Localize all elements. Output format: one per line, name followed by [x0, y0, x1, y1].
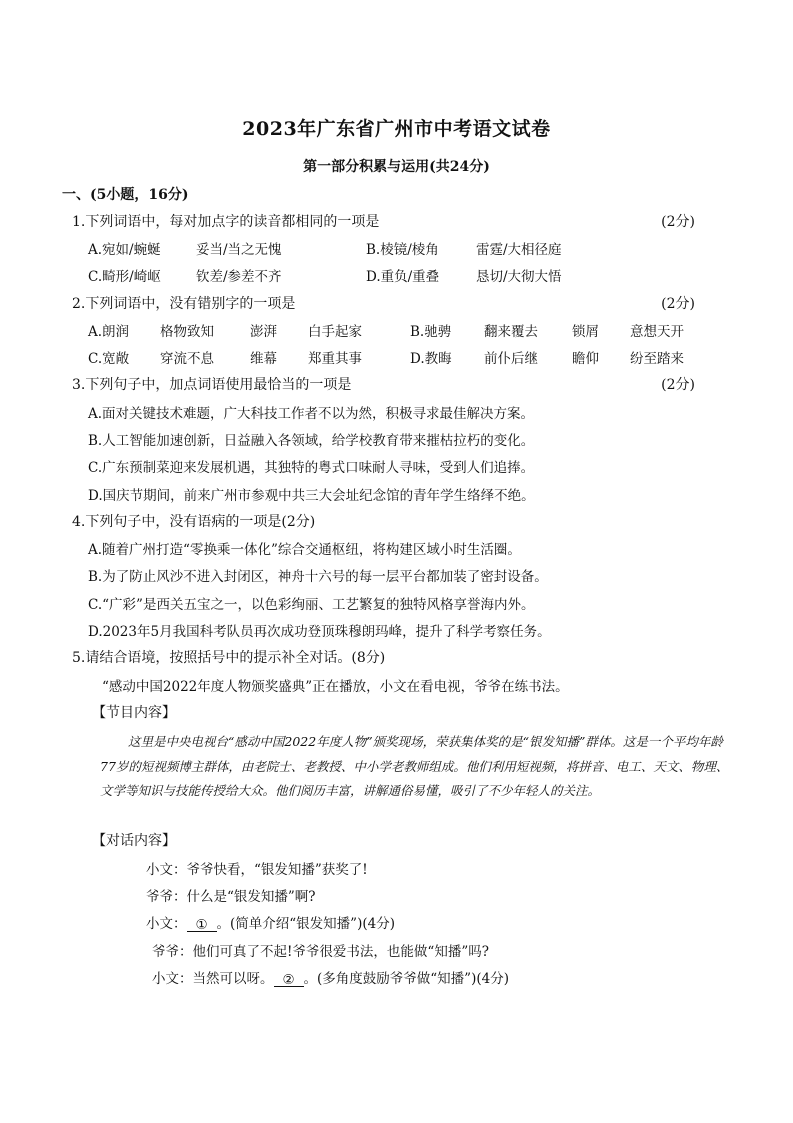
q2-row1-b: B.驰骋 — [410, 324, 452, 340]
q3-score: (2分) — [661, 377, 695, 393]
q2-row2-c: C.宽敞 — [88, 351, 130, 367]
dialogue-line-3 — [146, 912, 395, 932]
dialogue-line-5 — [152, 967, 509, 987]
q2-row2-word: 郑重其事 — [308, 351, 362, 367]
dialogue-line-3-prefix: 小文： — [146, 916, 187, 932]
program-heading: 【节目内容】 — [92, 705, 176, 721]
q2-row2-word: 维幕 — [250, 351, 277, 367]
dialogue-line-1: 小文：爷爷快看，“银发知播”获奖了! — [146, 862, 368, 878]
q2-row2-word: 瞻仰 — [572, 351, 599, 367]
q2-score: (2分) — [661, 296, 695, 312]
q2-row2-word: 纷至踏来 — [630, 351, 684, 367]
q2-row1-word: 格物致知 — [160, 324, 214, 340]
dialogue-line-5-suffix: 。(多角度鼓励爷爷做“知播”)(4分) — [303, 971, 509, 987]
q1-stem: 1.下列词语中，每对加点字的读音都相同的一项是 — [72, 214, 380, 230]
part-subtitle: 第一部分积累与运用(共24分) — [303, 159, 490, 175]
q4-option-b: B.为了防止风沙不进入封闭区，神舟十六号的每一层平台都加装了密封设备。 — [88, 569, 548, 585]
q5-intro: “感动中国2022年度人物颁奖盛典”正在播放，小文在看电视，爷爷在练书法。 — [102, 679, 569, 695]
q2-row1-word: 意想天开 — [630, 324, 684, 340]
dialogue-line-5-prefix: 小文：当然可以呀。 — [152, 971, 274, 987]
program-content: 这里是中央电视台“感动中国2022年度人物”颁奖现场，荣获集体奖的是“银发知播”群体。这是一个平均年龄77岁的短视频博主群体，由老院士、老教授、中小学老教师组成。他们利用短视频，将拼音、电工、天文、物理、文学等知识与技能传授给大众。他们阅历丰富，讲解通俗易懂，吸引了不少年轻人的关注。 — [100, 734, 729, 798]
q1-score: (2分) — [661, 214, 695, 230]
q3-option-d: D.国庆节期间，前来广州市参观中共三大会址纪念馆的青年学生络绎不绝。 — [88, 488, 535, 504]
q4-option-a: A.随着广州打造“零换乘一体化”综合交通枢纽，将构建区域小时生活圈。 — [88, 542, 521, 558]
q1-option-b: B.棱镜/棱角 — [366, 242, 439, 258]
q2-row1-word: 白手起家 — [308, 324, 362, 340]
q2-stem: 2.下列词语中，没有错别字的一项是 — [72, 296, 296, 312]
answer-blank-1[interactable]: ① — [187, 917, 217, 932]
dialogue-line-4: 爷爷：他们可真了不起!爷爷很爱书法，也能做“知播”吗? — [152, 944, 489, 960]
answer-blank-2[interactable]: ② — [274, 972, 304, 987]
dialogue-heading: 【对话内容】 — [92, 833, 176, 849]
q3-stem: 3.下列句子中，加点词语使用最恰当的一项是 — [72, 377, 352, 393]
q1-option-d-word2: 恳切/大彻大悟 — [476, 269, 562, 285]
dialogue-line-3-suffix: 。(简单介绍“银发知播”)(4分) — [216, 916, 395, 932]
q1-option-d: D.重负/重叠 — [366, 269, 440, 285]
q2-row2-word: 前仆后继 — [484, 351, 538, 367]
q4-option-c: C.“广彩”是西关五宝之一，以色彩绚丽、工艺繁复的独特风格享誉海内外。 — [88, 597, 535, 613]
page-title: 2023年广东省广州市中考语文试卷 — [242, 118, 551, 140]
q1-option-c-word2: 钦差/参差不齐 — [196, 269, 282, 285]
q4-stem: 4.下列句子中，没有语病的一项是(2分) — [72, 514, 316, 530]
q4-option-d: D.2023年5月我国科考队员再次成功登顶珠穆朗玛峰，提升了科学考察任务。 — [88, 624, 551, 640]
q2-row1-word: 澎湃 — [250, 324, 277, 340]
q5-stem: 5.请结合语境，按照括号中的提示补全对话。(8分) — [72, 650, 386, 666]
q1-option-b-word2: 雷霆/大相径庭 — [476, 242, 562, 258]
q1-option-a-word2: 妥当/当之无愧 — [196, 242, 282, 258]
q3-option-c: C.广东预制菜迎来发展机遇，其独特的粤式口味耐人寻味，受到人们追捧。 — [88, 460, 535, 476]
dialogue-line-2: 爷爷：什么是“银发知播”啊? — [146, 889, 316, 905]
q1-option-c: C.畸形/崎岖 — [88, 269, 161, 285]
q1-option-a: A.宛如/蜿蜒 — [88, 242, 161, 258]
q2-row2-d: D.教晦 — [410, 351, 452, 367]
q2-row1-a: A.朗润 — [88, 324, 130, 340]
q3-option-a: A.面对关键技术难题，广大科技工作者不以为然，积极寻求最佳解决方案。 — [88, 406, 535, 422]
section-heading: 一、(5小题，16分) — [62, 187, 189, 203]
q3-option-b: B.人工智能加速创新，日益融入各领域，给学校教育带来摧枯拉朽的变化。 — [88, 433, 535, 449]
q2-row1-word: 锁屑 — [572, 324, 599, 340]
q2-row2-word: 穿流不息 — [160, 351, 214, 367]
q2-row1-word: 翻来覆去 — [484, 324, 538, 340]
